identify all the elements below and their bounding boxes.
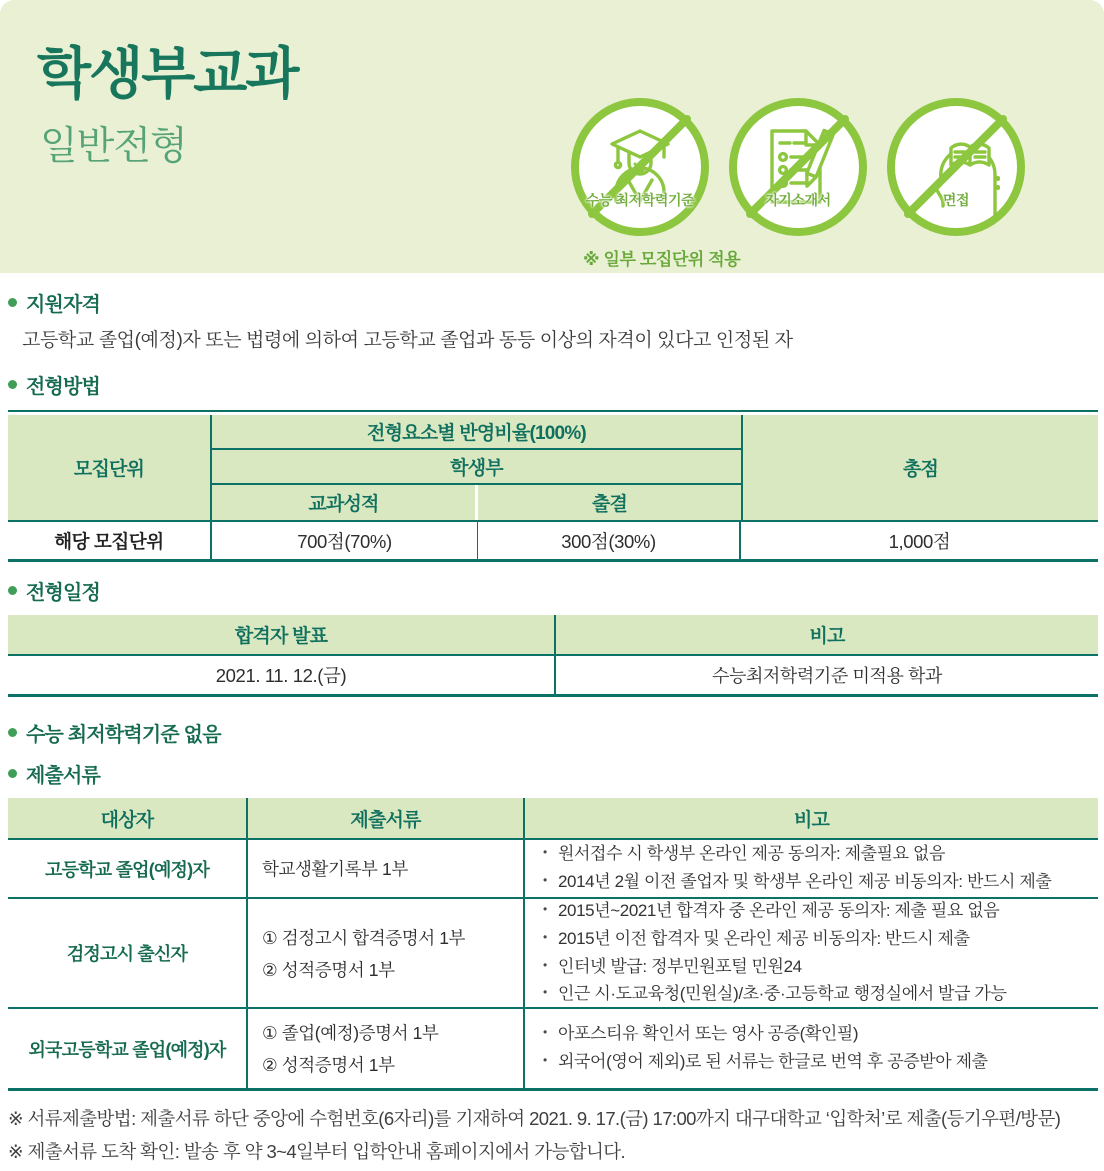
- method-row-subject: 700점(70%): [212, 520, 478, 559]
- footnotes: [8, 1105, 1104, 1164]
- note-item: • 아포스티유 확인서 또는 영사 공증(확인필): [543, 1023, 858, 1046]
- method-subject-header: 교과성적: [212, 485, 478, 520]
- badge-no-interview: [883, 94, 1029, 240]
- badge-label: 자기소개서: [765, 192, 831, 208]
- document-item: ① 졸업(예정)증명서 1부: [262, 1023, 439, 1043]
- note-item: • 원서접수 시 학생부 온라인 제공 동의자: 제출필요 없음: [543, 843, 945, 866]
- docs-row-target: 검정고시 출신자: [8, 897, 248, 1007]
- badge-note: ※ 일부 모집단위 적용: [583, 250, 741, 269]
- eligibility-body: 고등학교 졸업(예정)자 또는 법령에 의하여 고등학교 졸업과 동등 이상의 자격이 있다고 인정된 자: [22, 330, 793, 351]
- docs-target-header: 대상자: [8, 798, 248, 838]
- excluded-elements-badges: [567, 94, 1029, 240]
- guide-content: [0, 273, 1104, 1171]
- page-subtitle: 일반전형: [40, 125, 187, 168]
- method-row-unit: 해당 모집단위: [8, 520, 212, 559]
- bullet-dot-icon: [8, 586, 17, 595]
- docs-row-documents: [248, 897, 525, 1007]
- note-item: • 인근 시·도교육청(민원실)/초·중·고등학교 행정실에서 발급 가능: [543, 983, 1006, 1006]
- schedule-announcement-header: 합격자 발표: [8, 615, 556, 654]
- document-item: 학교생활기록부 1부: [262, 859, 408, 879]
- section-title: 전형방법: [26, 376, 101, 398]
- docs-row-target: 외국고등학교 졸업(예정)자: [8, 1007, 248, 1088]
- note-item: • 인터넷 발급: 정부민원포털 민원24: [543, 956, 802, 979]
- document-item: ① 검정고시 합격증명서 1부: [262, 927, 466, 948]
- bullet-dot-icon: [8, 728, 17, 737]
- section-title: 수능 최저학력기준 없음: [26, 724, 221, 746]
- footnote-submission-method: ※ 서류제출방법: 제출서류 하단 중앙에 수험번호(6자리)를 기재하여 2021. 9. 17.(금) 17:00까지 대구대학교 ‘입학처’로 제출(등기우편/방문): [8, 1108, 1061, 1129]
- method-record-header: 학생부: [212, 450, 741, 485]
- badge-no-csat-minimum: [567, 94, 713, 240]
- schedule-remark-header: 비고: [556, 615, 1098, 654]
- document-item: ② 성적증명서 1부: [262, 959, 395, 980]
- documents-table: [8, 798, 1098, 1091]
- section-csat-minimum-heading: [8, 718, 1104, 747]
- note-item: • 2014년 2월 이전 졸업자 및 학생부 온라인 제공 비동의자: 반드시 제출: [543, 871, 1051, 894]
- docs-remark-header: 비고: [525, 798, 1098, 838]
- schedule-announcement-date: 2021. 11. 12.(금): [8, 654, 556, 694]
- method-col-unit-header: 모집단위: [8, 415, 212, 520]
- schedule-table: [8, 615, 1098, 697]
- badge-label: 면접: [942, 192, 970, 208]
- footnote-arrival-check: ※ 제출서류 도착 확인: 발송 후 약 3~4일부터 입학안내 홈페이지에서 가능합니다.: [8, 1141, 626, 1162]
- method-ratio-group-header: 전형요소별 반영비율(100%): [212, 415, 741, 450]
- note-item: • 외국어(영어 제외)로 된 서류는 한글로 번역 후 공증받아 제출: [543, 1051, 988, 1074]
- method-attendance-header: 출결: [478, 485, 741, 520]
- page-title: 학생부교과: [37, 42, 298, 105]
- page-banner: [0, 0, 1104, 273]
- docs-row-notes: [525, 838, 1098, 897]
- section-documents-heading: [8, 759, 1104, 788]
- schedule-remark-value: 수능최저학력기준 미적용 학과: [556, 654, 1098, 694]
- method-row-total: 1,000점: [741, 520, 1098, 559]
- note-item: • 2015년 이전 합격자 및 온라인 제공 비동의자: 반드시 제출: [543, 928, 970, 951]
- section-title: 전형일정: [26, 582, 101, 604]
- bullet-dot-icon: [8, 769, 17, 778]
- bullet-dot-icon: [8, 298, 17, 307]
- badge-no-self-introduction: [725, 94, 871, 240]
- section-method-heading: [8, 370, 1104, 399]
- method-total-header: 총점: [741, 415, 1098, 520]
- note-item: • 2015년~2021년 합격자 중 온라인 제공 동의자: 제출 필요 없음: [543, 900, 999, 923]
- docs-row-documents: [248, 1007, 525, 1088]
- docs-row-documents: [248, 838, 525, 897]
- section-title: 제출서류: [26, 765, 101, 787]
- docs-row-notes: [525, 1007, 1098, 1088]
- docs-document-header: 제출서류: [248, 798, 525, 838]
- section-eligibility-heading: [8, 288, 1104, 317]
- section-title: 지원자격: [26, 294, 101, 316]
- badge-label: 수능 최저학력기준: [585, 192, 695, 208]
- docs-row-notes: [525, 897, 1098, 1007]
- method-row-attendance: 300점(30%): [478, 520, 741, 559]
- document-item: ② 성적증명서 1부: [262, 1055, 395, 1075]
- admission-method-table: [8, 410, 1098, 562]
- bullet-dot-icon: [8, 380, 17, 389]
- docs-row-target: 고등학교 졸업(예정)자: [8, 838, 248, 897]
- section-schedule-heading: [8, 576, 1104, 605]
